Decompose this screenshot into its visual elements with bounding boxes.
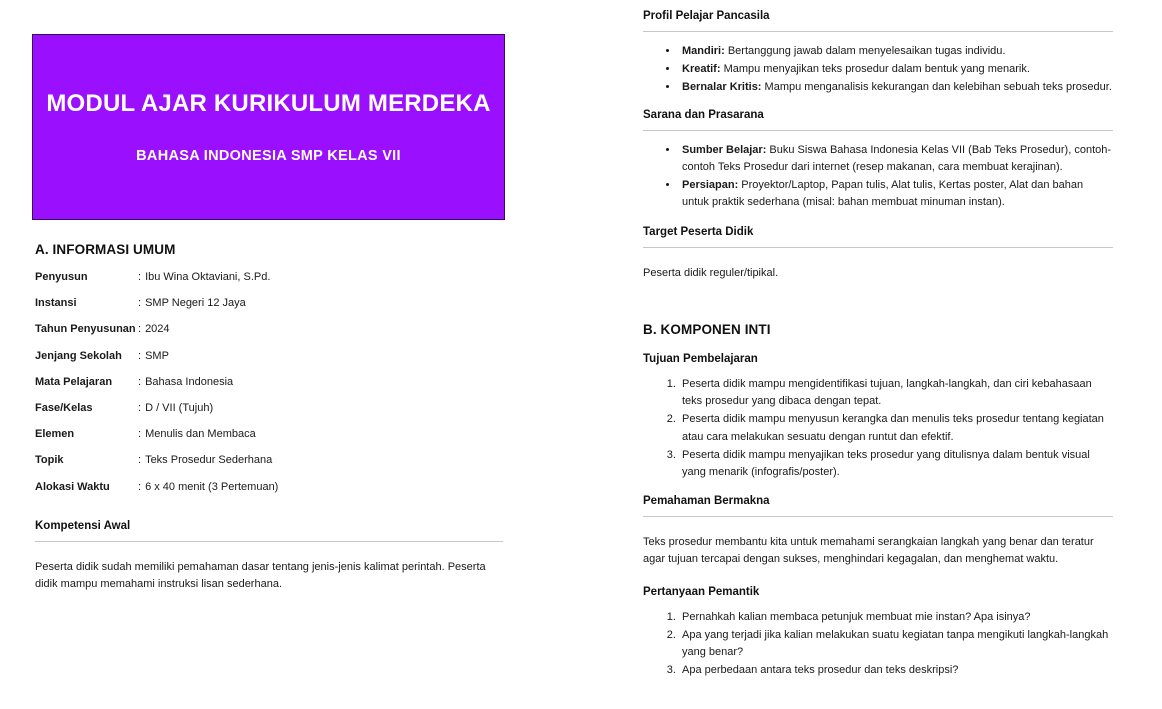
pertanyaan-pemantik-heading: Pertanyaan Pemantik bbox=[643, 585, 760, 598]
profil-pelajar-pancasila-heading: Profil Pelajar Pancasila bbox=[643, 10, 770, 22]
section-heading-komponen-inti-wrap bbox=[643, 322, 1113, 337]
info-value-text: Teks Prosedur Sederhana bbox=[145, 454, 273, 467]
info-value-text: SMP bbox=[145, 349, 169, 362]
info-value-text: 2024 bbox=[145, 323, 170, 336]
list-item: 1. Peserta didik mampu mengidentifikasi tujuan, langkah-langkah, dan ciri kebahasaan teks prosedur yang dibaca dengan tepat. bbox=[679, 376, 1113, 410]
list-item-text: Buku Siswa Bahasa Indonesia Kelas VII (Bab Teks Prosedur), contoh-contoh Teks Prosedur dari internet (resep makanan, cara membuat kerajinan). bbox=[682, 144, 1112, 174]
kompetensi-awal-heading: Kompetensi Awal bbox=[35, 519, 131, 532]
heading-divider bbox=[643, 31, 1113, 32]
list-item-lead: Mandiri: bbox=[682, 45, 725, 57]
info-label: Topik bbox=[35, 454, 64, 467]
info-value bbox=[138, 402, 278, 428]
profil-pelajar-pancasila-section bbox=[643, 10, 1113, 96]
colon-separator: : bbox=[138, 323, 142, 336]
info-value bbox=[138, 428, 278, 454]
list-item-text: Bertanggung jawab dalam menyelesaikan tugas individu. bbox=[724, 45, 1006, 57]
section-heading-komponen-inti: B. KOMPONEN INTI bbox=[643, 322, 771, 338]
tujuan-pembelajaran-list bbox=[643, 376, 1113, 480]
info-label: Penyusun bbox=[35, 271, 88, 283]
table-row bbox=[35, 376, 278, 402]
list-item: 2. Peserta didik mampu menyusun kerangka dan menulis teks prosedur tentang kegiatan atau cara melakukan sesuatu dengan runtut dan efektif. bbox=[679, 411, 1113, 445]
info-value-text: 6 x 40 menit (3 Pertemuan) bbox=[145, 480, 279, 493]
info-label: Tahun Penyusunan bbox=[35, 323, 136, 336]
target-peserta-didik-heading: Target Peserta Didik bbox=[643, 226, 754, 239]
sarana-dan-prasarana-section bbox=[643, 109, 1113, 211]
list-item-lead: Persiapan: bbox=[682, 179, 739, 192]
banner-title: MODUL AJAR KURIKULUM MERDEKA bbox=[46, 89, 491, 117]
list-item-lead: Sumber Belajar: bbox=[682, 144, 767, 157]
table-row bbox=[35, 454, 278, 480]
tujuan-pembelajaran-heading: Tujuan Pembelajaran bbox=[643, 353, 758, 366]
section-heading-informasi-umum: A. INFORMASI UMUM bbox=[35, 242, 176, 257]
table-row bbox=[35, 350, 278, 376]
colon-separator: : bbox=[138, 428, 142, 441]
info-label: Fase/Kelas bbox=[35, 401, 93, 414]
informasi-umum-body bbox=[35, 271, 278, 507]
info-value bbox=[138, 323, 278, 349]
info-value bbox=[138, 271, 278, 297]
kompetensi-awal-text: Peserta didik sudah memiliki pemahaman dasar tentang jenis-jenis kalimat perintah. Peserta didik mampu memahami instruksi lisan sederhana. bbox=[35, 560, 486, 590]
sarana-dan-prasarana-list bbox=[643, 142, 1113, 211]
sarana-dan-prasarana-heading: Sarana dan Prasarana bbox=[643, 109, 764, 122]
colon-separator: : bbox=[138, 454, 142, 467]
info-value bbox=[138, 376, 278, 402]
info-value-text: Ibu Wina Oktaviani, S.Pd. bbox=[145, 271, 271, 283]
info-label: Alokasi Waktu bbox=[35, 480, 110, 493]
table-row bbox=[35, 271, 278, 297]
colon-separator: : bbox=[138, 349, 142, 362]
list-item-lead: Bernalar Kritis: bbox=[682, 81, 762, 94]
table-row bbox=[35, 297, 278, 323]
list-item-lead: Kreatif: bbox=[682, 63, 721, 76]
table-row bbox=[35, 428, 278, 454]
info-value-text: D / VII (Tujuh) bbox=[145, 401, 214, 414]
info-label: Jenjang Sekolah bbox=[35, 349, 122, 362]
banner-subtitle: BAHASA INDONESIA SMP KELAS VII bbox=[136, 148, 401, 165]
title-banner bbox=[32, 34, 505, 220]
pemahaman-bermakna-text: Teks prosedur membantu kita untuk memahami serangkaian langkah yang benar dan teratur agar tujuan tercapai dengan sukses, menghindari kegagalan, dan menghemat waktu. bbox=[643, 535, 1094, 565]
pemahaman-bermakna-heading: Pemahaman Bermakna bbox=[643, 494, 770, 507]
info-value-text: Menulis dan Membaca bbox=[145, 428, 256, 441]
list-item bbox=[679, 61, 1113, 78]
info-value bbox=[138, 454, 278, 480]
profil-pelajar-pancasila-list bbox=[643, 43, 1113, 96]
list-item bbox=[679, 177, 1113, 211]
list-item: 3. Apa perbedaan antara teks prosedur dan teks deskripsi? bbox=[679, 662, 1113, 679]
kompetensi-awal-section bbox=[35, 520, 503, 593]
pertanyaan-pemantik-section bbox=[643, 586, 1113, 679]
list-item-text: Proyektor/Laptop, Papan tulis, Alat tulis, Kertas poster, Alat dan bahan untuk praktik sederhana (misal: bahan membuat minuman instan). bbox=[682, 179, 1084, 209]
info-value bbox=[138, 297, 278, 323]
list-item: 2. Apa yang terjadi jika kalian melakukan suatu kegiatan tanpa mengikuti langkah-langkah yang benar? bbox=[679, 627, 1113, 661]
list-item bbox=[679, 79, 1113, 96]
table-row bbox=[35, 402, 278, 428]
table-row bbox=[35, 481, 278, 507]
info-value bbox=[138, 350, 278, 376]
target-peserta-didik-text: Peserta didik reguler/tipikal. bbox=[643, 267, 779, 280]
informasi-umum-table bbox=[35, 271, 278, 507]
info-value-text: SMP Negeri 12 Jaya bbox=[145, 297, 246, 310]
info-value-text: Bahasa Indonesia bbox=[145, 375, 234, 388]
colon-separator: : bbox=[138, 271, 142, 283]
right-column bbox=[610, 0, 1162, 709]
table-row bbox=[35, 323, 278, 349]
info-label: Elemen bbox=[35, 428, 75, 441]
list-item: 3. Peserta didik mampu menyajikan teks prosedur yang ditulisnya dalam bentuk visual yang menarik (infografis/poster). bbox=[679, 447, 1113, 481]
list-item-text: Mampu menganalisis kekurangan dan kelebihan sebuah teks prosedur. bbox=[761, 81, 1112, 94]
colon-separator: : bbox=[138, 297, 142, 310]
colon-separator: : bbox=[138, 401, 142, 414]
tujuan-pembelajaran-section bbox=[643, 353, 1113, 480]
list-item bbox=[679, 142, 1113, 176]
info-value bbox=[138, 481, 278, 507]
pertanyaan-pemantik-list bbox=[643, 609, 1113, 679]
pemahaman-bermakna-section bbox=[643, 495, 1113, 568]
colon-separator: : bbox=[138, 480, 142, 493]
list-item: 1. Pernahkah kalian membaca petunjuk membuat mie instan? Apa isinya? bbox=[679, 609, 1113, 626]
info-label: Instansi bbox=[35, 297, 77, 310]
info-label: Mata Pelajaran bbox=[35, 375, 113, 388]
target-peserta-didik-section bbox=[643, 226, 1113, 282]
list-item bbox=[679, 43, 1113, 60]
heading-divider bbox=[643, 130, 1113, 131]
list-item-text: Mampu menyajikan teks prosedur dalam bentuk yang menarik. bbox=[720, 63, 1030, 76]
colon-separator: : bbox=[138, 375, 142, 388]
